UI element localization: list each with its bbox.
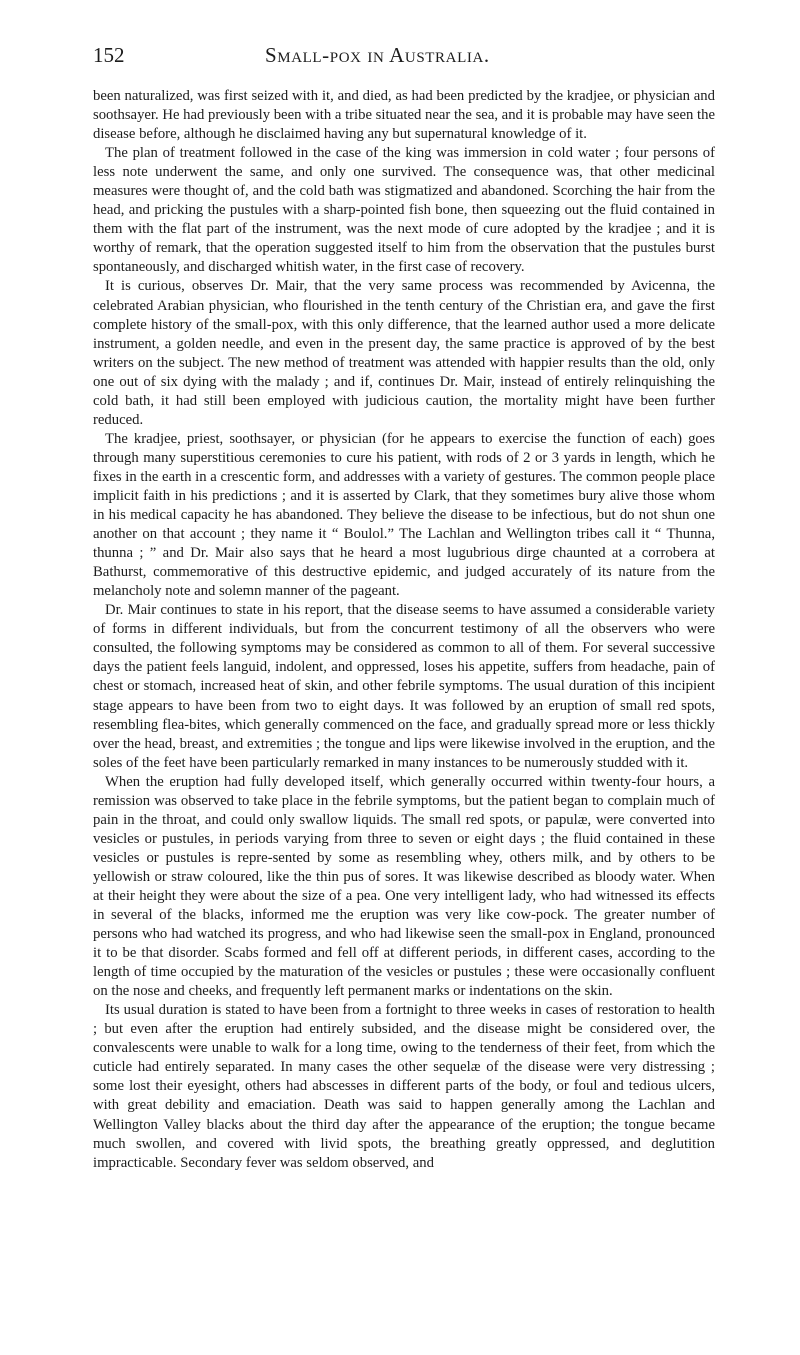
paragraph: Its usual duration is stated to have been from a fortnight to three weeks in cases of restoration to health ; but even after the eruption had entirely subsided, and the disease might be considered over, the convalescents were unable to walk for a long time, owing to the tenderness of their feet, from which the cuticle had entirely separated. In many cases the other sequelæ of the disease were very distressing ; some lost their eyesight, others had abscesses in different parts of the body, or foul and tedious ulcers, with great debility and emaciation. Death was said to happen generally among the Lachlan and Wellington Valley blacks about the third day after the appearance of the eruption; the tongue became much swollen, and covered with livid spots, the breathing greatly oppressed, and deglutition impracticable. Secondary fever was seldom observed, and — [93, 1002, 715, 1171]
running-title: Small-pox in Australia. — [265, 43, 490, 67]
paragraph: When the eruption had fully developed itself, which generally occurred within twenty-four hours, a remission was observed to take place in the febrile symptoms, but the patient began to complain much of pain in the throat, and could only swallow liquids. The small red spots, or papulæ, were converted into vesicles or pustules, in periods varying from three to seven or eight days ; the fluid contained in these vesicles or pustules is repre-sented by some as resembling whey, others milk, and by others to be yellowish or straw coloured, like the thin pus of sores. It was likewise described as bloody water. When at their height they were about the size of a pea. One very intelligent lady, who had witnessed its effects in several of the blacks, informed me the eruption was very like cow-pock. The greater number of persons who had watched its progress, and who had likewise seen the small-pox in England, pronounced it to be that disorder. Scabs formed and fell off at different periods, in different cases, according to the length of time occupied by the maturation of the vesicles or pustules ; these were occasionally confluent on the nose and cheeks, and frequently left permanent marks or indentations on the skin. — [93, 773, 715, 1000]
page-header — [0, 40, 800, 74]
paragraph: The kradjee, priest, soothsayer, or physician (for he appears to exercise the function of each) goes through many superstitious ceremonies to cure his patient, with rods of 2 or 3 yards in length, which he fixes in the earth in a crescentic form, and addresses with a variety of gestures. The common people place implicit faith in his predictions ; and it is asserted by Clark, that they sometimes bury alive those whom in his medical capacity he has abandoned. They believe the disease to be infectious, but do not shun one another on that account ; they name it “ Boulol.” The Lachlan and Wellington tribes call it “ Thunna, thunna ; ” and Dr. Mair also says that he heard a most lugubrious dirge chaunted at a corrobera at Bathurst, commemorative of this destructive epidemic, and judged accurately of its nature from the melancholy note and solemn manner of the pageant. — [93, 430, 715, 600]
body-text — [93, 87, 715, 1173]
paragraph: been naturalized, was first seized with it, and died, as had been predicted by the kradjee, or physician and soothsayer. He had previously been with a tribe situated near the sea, and it is probable may have seen the disease before, although he disclaimed having any but supernatural knowledge of it. — [93, 88, 715, 143]
paragraph: It is curious, observes Dr. Mair, that the very same process was recommended by Avicenna, the celebrated Arabian physician, who flourished in the tenth century of the Christian era, and gave the first complete history of the small-pox, with this only difference, that the learned author used a more delicate instrument, a golden needle, and even in the present day, the same practice is approved of by the best writers on the subject. The new method of treatment was attended with happier results than the old, only one out of six dying with the malady ; and if, continues Dr. Mair, instead of entirely relinquishing the cold bath, it had still been employed with judicious caution, the mortality might have been further reduced. — [93, 278, 715, 428]
paragraph: The plan of treatment followed in the case of the king was immersion in cold water ; four persons of less note underwent the same, and only one survived. The consequence was, that other medicinal measures were thought of, and the cold bath was stigmatized and abandoned. Scorching the hair from the head, and pricking the pustules with a sharp-pointed fish bone, then squeezing out the fluid contained in them with the flat part of the instrument, was the next mode of cure adopted by the kradjee ; and it is worthy of remark, that the operation suggested itself to him from the observation that the pustules burst spontaneously, and discharged whitish water, in the first case of recovery. — [93, 145, 715, 276]
page-number: 152 — [93, 43, 125, 67]
paragraph: Dr. Mair continues to state in his report, that the disease seems to have assumed a considerable variety of forms in different individuals, but from the concurrent testimony of all the observers who were consulted, the following symptoms may be considered as common to all of them. For several successive days the patient feels languid, indolent, and oppressed, loses his appetite, suffers from headache, pain of chest or stomach, increased heat of skin, and other febrile symptoms. The usual duration of this incipient stage appears to have been from two to eight days. It was followed by an eruption of small red spots, resembling flea-bites, which generally commenced on the face, and gradually spread more or less thickly over the head, breast, and extremities ; the tongue and lips were likewise involved in the eruption, and the soles of the feet have been particularly remarked in many instances to be numerously studded with it. — [93, 602, 715, 771]
